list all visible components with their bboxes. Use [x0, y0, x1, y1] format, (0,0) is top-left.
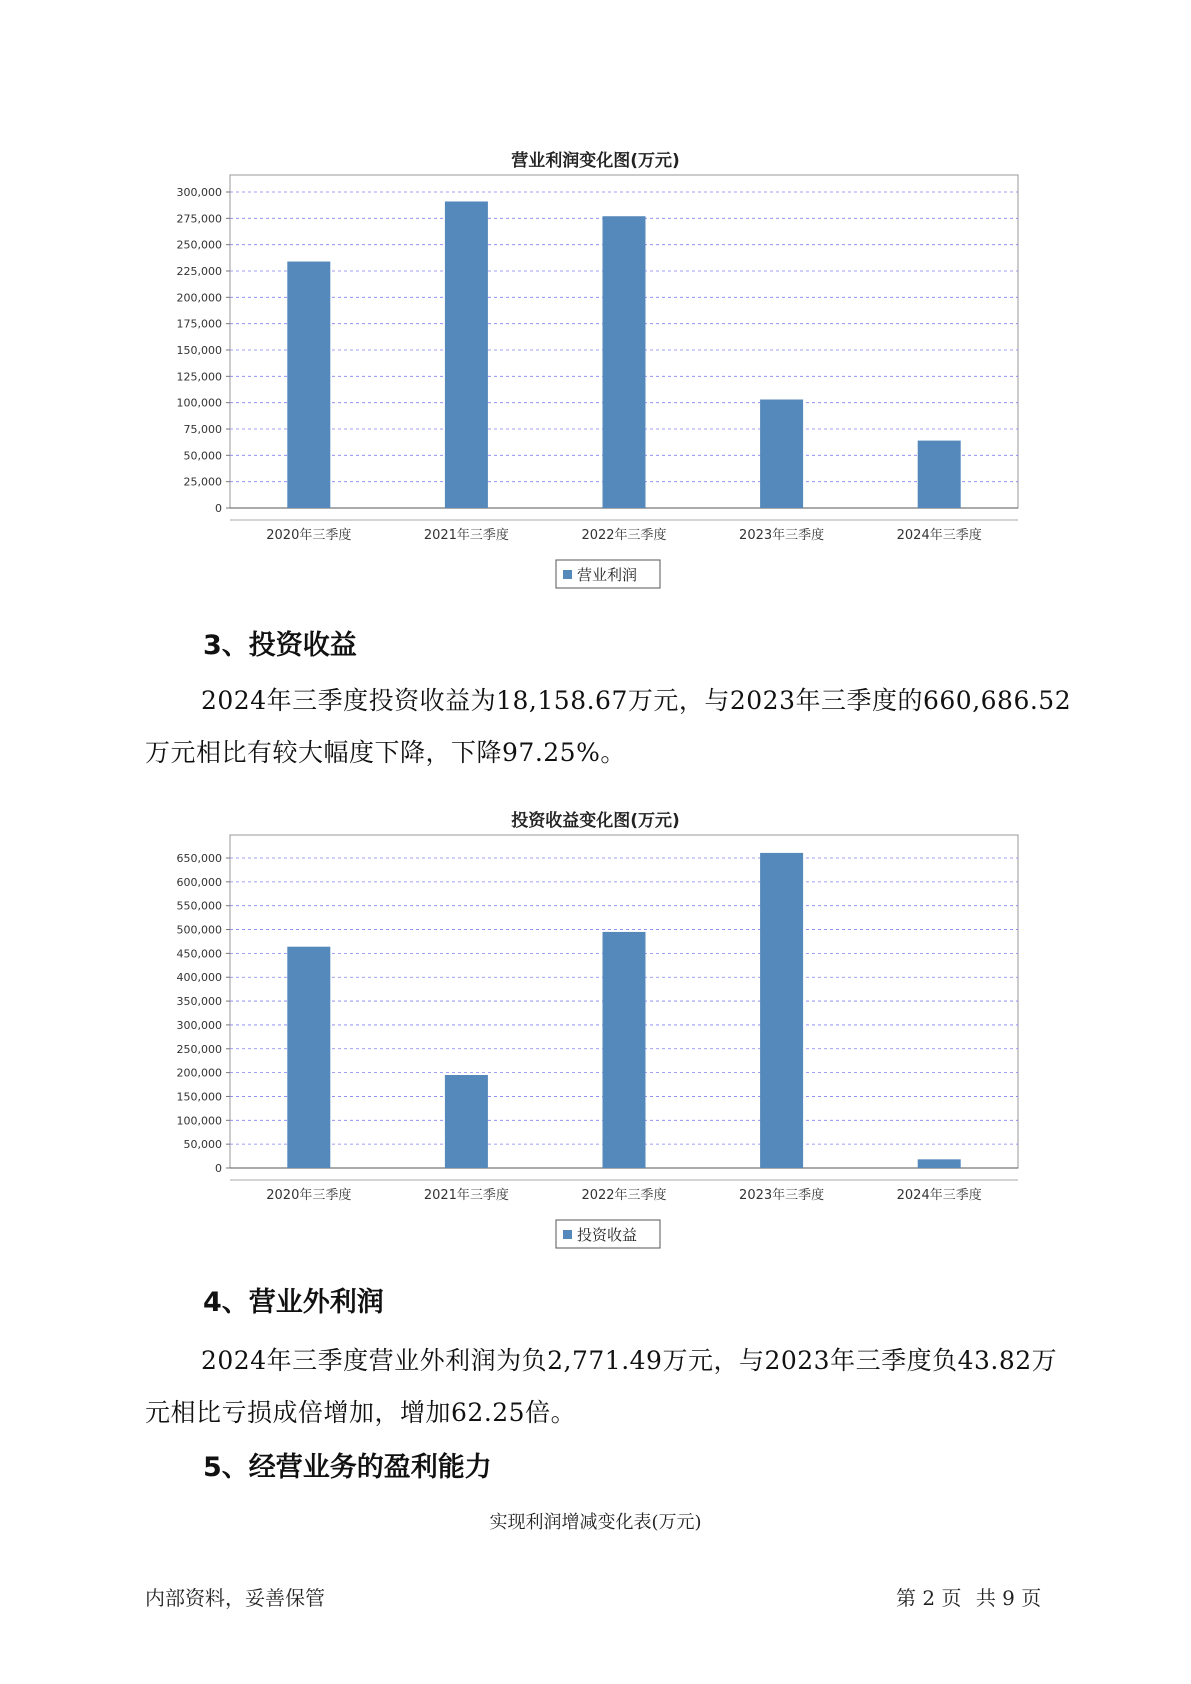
x-tick-label: 2020年三季度: [266, 1188, 352, 1203]
bar: [760, 853, 803, 1168]
section-heading-operating-profitability: 5、经营业务的盈利能力: [203, 1452, 492, 1483]
y-tick-label: 75,000: [183, 423, 222, 436]
y-tick-label: 450,000: [176, 947, 222, 961]
y-tick-label: 150,000: [176, 1090, 222, 1104]
legend-swatch: [563, 570, 572, 579]
paragraph-investment-income: 2024年三季度投资收益为18,158.67万元，与2023年三季度的660,686.52万元相比有较大幅度下降，下降97.25%。: [145, 686, 1072, 767]
x-tick-label: 2022年三季度: [581, 1188, 667, 1203]
y-tick-label: 275,000: [176, 212, 222, 226]
footer-confidential-note: 内部资料，妥善保管: [145, 1586, 325, 1610]
y-tick-label: 300,000: [176, 1018, 222, 1032]
section-heading-non-operating-profit: 4、营业外利润: [203, 1287, 384, 1318]
footer-page-info: [892, 1582, 1045, 1611]
x-tick-label: 2024年三季度: [896, 1188, 982, 1203]
x-tick-label: 2021年三季度: [423, 528, 509, 543]
paragraph-non-operating-profit: 2024年三季度营业外利润为负2,771.49万元，与2023年三季度负43.82万元相比亏损成倍增加，增加62.25倍。: [145, 1346, 1058, 1427]
bar: [287, 947, 330, 1168]
x-tick-label: 2021年三季度: [423, 1188, 509, 1203]
legend-label: 投资收益: [577, 1226, 638, 1244]
y-tick-label: 100,000: [176, 1114, 222, 1128]
investment-income-chart: [0, 830, 1191, 1250]
y-tick-label: 25,000: [183, 475, 222, 489]
operating-profit-chart: [0, 170, 1191, 590]
x-tick-label: 2023年三季度: [739, 528, 825, 543]
y-tick-label: 150,000: [176, 344, 222, 357]
x-tick-label: 2020年三季度: [266, 528, 352, 543]
x-tick-label: 2024年三季度: [896, 528, 982, 543]
section-heading-investment-income: 3、投资收益: [203, 630, 357, 661]
legend-swatch: [563, 1230, 572, 1239]
x-tick-label: 2022年三季度: [581, 528, 667, 543]
y-tick-label: 225,000: [176, 265, 222, 278]
bar: [287, 262, 330, 508]
y-tick-label: 125,000: [176, 370, 222, 384]
footer-total-pages: 共 9 页: [975, 1586, 1042, 1610]
bar: [603, 216, 646, 508]
chart-title-investment-income: 投资收益变化图(万元): [511, 811, 680, 831]
y-tick-label: 250,000: [176, 238, 222, 252]
y-tick-label: 200,000: [176, 291, 222, 305]
y-tick-label: 0: [215, 1162, 222, 1175]
y-tick-label: 50,000: [183, 1138, 222, 1152]
bar: [603, 932, 646, 1168]
y-tick-label: 0: [215, 502, 222, 515]
footer-page-number: 第 2 页: [896, 1586, 962, 1610]
y-tick-label: 500,000: [176, 923, 222, 937]
table-caption: 实现利润增减变化表(万元): [489, 1512, 702, 1533]
bar: [760, 400, 803, 508]
y-tick-label: 600,000: [176, 875, 222, 889]
y-tick-label: 300,000: [176, 186, 222, 199]
y-tick-label: 100,000: [176, 396, 222, 410]
y-tick-label: 550,000: [176, 899, 222, 913]
y-tick-label: 350,000: [176, 995, 222, 1009]
chart-title-operating-profit: 营业利润变化图(万元): [511, 151, 680, 171]
legend-label: 营业利润: [577, 566, 638, 584]
bar: [918, 1159, 961, 1168]
y-tick-label: 200,000: [176, 1066, 222, 1080]
y-tick-label: 650,000: [176, 852, 222, 865]
y-tick-label: 175,000: [176, 317, 222, 331]
bar: [445, 201, 488, 508]
bar: [918, 441, 961, 508]
bar: [445, 1075, 488, 1168]
y-tick-label: 250,000: [176, 1042, 222, 1056]
x-tick-label: 2023年三季度: [739, 1188, 825, 1203]
y-tick-label: 400,000: [176, 971, 222, 985]
y-tick-label: 50,000: [183, 449, 222, 463]
